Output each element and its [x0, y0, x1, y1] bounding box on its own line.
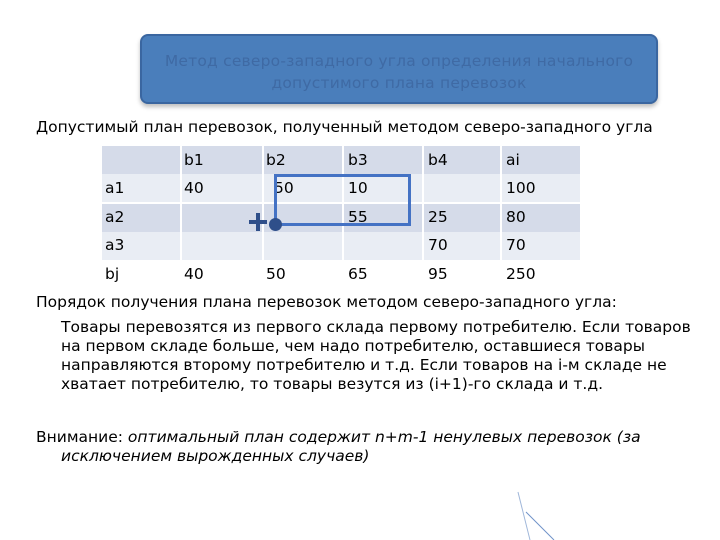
cell-a1-b2: 50 — [274, 179, 294, 197]
row-label-bj: bj — [105, 265, 120, 283]
cell-a3-ai: 70 — [506, 236, 526, 254]
note-paragraph — [36, 428, 696, 466]
column-divider — [500, 146, 502, 260]
procedure-line: направляются второму потребителю и т.д. Если товаров на i-м складе не — [61, 356, 667, 374]
header-ai: ai — [506, 151, 520, 169]
header-b2: b2 — [266, 151, 286, 169]
header-b4: b4 — [428, 151, 448, 169]
slide-title — [142, 50, 656, 94]
row-label-a1: a1 — [105, 179, 125, 197]
title-line-2: допустимого плана перевозок — [271, 74, 527, 92]
title-line-1: Метод северо-западного угла определения начального — [164, 52, 634, 70]
column-divider — [180, 146, 182, 260]
total-all: 250 — [506, 265, 536, 283]
subtitle: Допустимый план перевозок, полученный методом северо-западного угла — [36, 118, 653, 136]
header-b1: b1 — [184, 151, 204, 169]
cell-a2-b4: 25 — [428, 208, 448, 226]
procedure-heading: Порядок получения плана перевозок методом северо-западного угла: — [36, 293, 617, 311]
plus-marker-icon — [249, 213, 267, 231]
decorative-line — [508, 490, 598, 540]
column-divider — [422, 146, 424, 260]
header-b3: b3 — [348, 151, 368, 169]
note-text: оптимальный план содержит n+m-1 ненулевых перевозок (за — [123, 428, 641, 446]
row-label-a3: a3 — [105, 236, 125, 254]
cell-a2-ai: 80 — [506, 208, 526, 226]
route-cycle-line — [274, 174, 411, 226]
row-label-a2: a2 — [105, 208, 125, 226]
procedure-line: Товары перевозятся из первого склада первому потребителю. Если товаров — [61, 318, 691, 336]
total-b2: 50 — [266, 265, 286, 283]
column-divider — [262, 146, 264, 260]
procedure-paragraph — [36, 318, 696, 394]
cell-a3-b4: 70 — [428, 236, 448, 254]
cell-a1-b1: 40 — [184, 179, 204, 197]
procedure-line: на первом складе больше, чем надо потребителю, оставшиеся товары — [61, 337, 645, 355]
route-dot-icon — [269, 218, 282, 231]
total-b1: 40 — [184, 265, 204, 283]
title-box — [140, 34, 658, 104]
note-text-continued: исключением вырожденных случаев) — [61, 447, 370, 465]
cell-a1-b3: 10 — [348, 179, 368, 197]
total-b3: 65 — [348, 265, 368, 283]
note-label: Внимание: — [36, 428, 123, 446]
cell-a1-ai: 100 — [506, 179, 536, 197]
total-b4: 95 — [428, 265, 448, 283]
procedure-line: хватает потребителю, то товары везутся из (i+1)-го склада и т.д. — [61, 375, 604, 393]
cell-a2-b3: 55 — [348, 208, 368, 226]
